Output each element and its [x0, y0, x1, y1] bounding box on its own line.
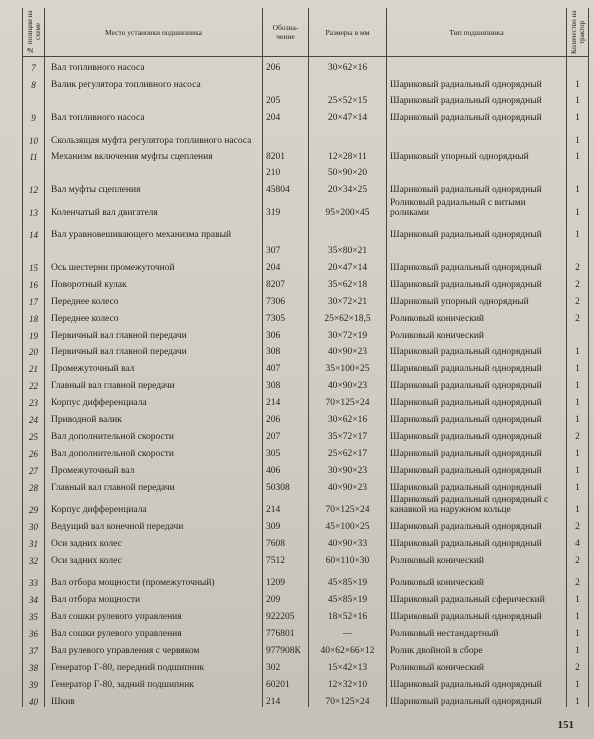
table-row — [23, 341, 589, 358]
bearing-code: 214 — [263, 690, 309, 707]
bearing-size: 95×200×45 — [309, 195, 387, 218]
bearing-size: 35×72×17 — [309, 425, 387, 442]
table-row — [23, 566, 589, 589]
bearing-type: Ролик двойной в сборе — [387, 639, 567, 656]
bearing-type: Роликовый радиальный с витыми роликами — [387, 195, 567, 218]
bearing-code: 1209 — [263, 566, 309, 589]
bearing-code: 210 — [263, 162, 309, 178]
bearing-quantity: 2 — [567, 656, 589, 673]
bearing-location — [45, 90, 263, 106]
row-number — [23, 90, 45, 106]
row-number: 8 — [23, 73, 45, 90]
row-number: 14 — [23, 218, 45, 241]
bearing-code — [263, 123, 309, 146]
row-number: 39 — [23, 673, 45, 690]
bearing-type: Шариковый радиальный однорядный — [387, 106, 567, 123]
row-number: 21 — [23, 357, 45, 374]
bearing-location — [45, 162, 263, 178]
table-row — [23, 218, 589, 241]
bearing-code: 206 — [263, 57, 309, 74]
bearing-code: 7512 — [263, 549, 309, 566]
header-size: Размеры в мм — [309, 8, 387, 57]
bearing-size: 35×62×18 — [309, 273, 387, 290]
row-number: 28 — [23, 476, 45, 493]
table-row — [23, 290, 589, 307]
bearing-type — [387, 162, 567, 178]
bearing-type: Шариковый радиальный однорядный — [387, 459, 567, 476]
bearing-quantity: 2 — [567, 290, 589, 307]
bearing-size: 70×125×24 — [309, 690, 387, 707]
bearing-code: 7608 — [263, 532, 309, 549]
bearing-quantity: 1 — [567, 90, 589, 106]
bearing-quantity: 1 — [567, 146, 589, 163]
bearing-size: 35×100×25 — [309, 357, 387, 374]
bearing-code: 406 — [263, 459, 309, 476]
bearing-quantity: 1 — [567, 341, 589, 358]
table-row — [23, 656, 589, 673]
table-row — [23, 515, 589, 532]
table-row — [23, 673, 589, 690]
bearing-quantity: 2 — [567, 273, 589, 290]
bearing-type: Шариковый радиальный однорядный — [387, 90, 567, 106]
bearing-type: Шариковый радиальный однорядный — [387, 605, 567, 622]
table-row — [23, 57, 589, 74]
bearing-code: 206 — [263, 408, 309, 425]
row-number: 18 — [23, 307, 45, 324]
bearing-code: 7305 — [263, 307, 309, 324]
bearing-code: 776801 — [263, 622, 309, 639]
bearing-code: 8207 — [263, 273, 309, 290]
bearing-quantity: 1 — [567, 476, 589, 493]
bearing-quantity: 1 — [567, 690, 589, 707]
bearing-code: 308 — [263, 341, 309, 358]
table-row — [23, 123, 589, 146]
bearing-size — [309, 218, 387, 241]
bearing-code — [263, 73, 309, 90]
row-number: 16 — [23, 273, 45, 290]
bearing-quantity: 1 — [567, 639, 589, 656]
bearing-size: 30×62×16 — [309, 408, 387, 425]
bearing-size: 70×125×24 — [309, 493, 387, 516]
bearing-quantity — [567, 162, 589, 178]
bearing-type: Шариковый радиальный однорядный — [387, 341, 567, 358]
row-number: 34 — [23, 588, 45, 605]
bearing-location: Вал муфты сцепления — [45, 178, 263, 195]
bearing-type — [387, 240, 567, 256]
table-row — [23, 374, 589, 391]
bearing-code: 45804 — [263, 178, 309, 195]
table-row — [23, 639, 589, 656]
bearing-location: Первичный вал главной передачи — [45, 324, 263, 341]
bearing-code: 407 — [263, 357, 309, 374]
row-number: 31 — [23, 532, 45, 549]
row-number: 35 — [23, 605, 45, 622]
bearing-type: Шариковый упорный однорядный — [387, 146, 567, 163]
bearing-code: 307 — [263, 240, 309, 256]
bearing-quantity: 1 — [567, 408, 589, 425]
row-number: 13 — [23, 195, 45, 218]
bearing-type: Шариковый упорный однорядный — [387, 290, 567, 307]
bearing-code: 204 — [263, 106, 309, 123]
bearing-code: 308 — [263, 374, 309, 391]
bearing-code: 922205 — [263, 605, 309, 622]
row-number: 37 — [23, 639, 45, 656]
bearing-quantity: 1 — [567, 622, 589, 639]
bearing-size: 70×125×24 — [309, 391, 387, 408]
bearing-location: Вал уравновешивающего механизма правый — [45, 218, 263, 241]
bearing-type: Шариковый радиальный однорядный с канавкой на наружном кольце — [387, 493, 567, 516]
table-row — [23, 195, 589, 218]
bearing-size: 15×42×13 — [309, 656, 387, 673]
bearing-location: Вал топливного насоса — [45, 106, 263, 123]
bearing-type: Шариковый радиальный однорядный — [387, 532, 567, 549]
bearing-quantity: 1 — [567, 73, 589, 90]
bearing-quantity: 1 — [567, 605, 589, 622]
table-row — [23, 178, 589, 195]
row-number: 40 — [23, 690, 45, 707]
bearing-code: 204 — [263, 256, 309, 273]
row-number: 22 — [23, 374, 45, 391]
bearing-location: Вал дополнительной скорости — [45, 442, 263, 459]
bearing-quantity: 2 — [567, 256, 589, 273]
bearing-location: Вал отбора мощности — [45, 588, 263, 605]
row-number — [23, 162, 45, 178]
table-row — [23, 273, 589, 290]
bearing-type: Шариковый радиальный однорядный — [387, 391, 567, 408]
bearing-code: 50308 — [263, 476, 309, 493]
bearing-location: Корпус дифференциала — [45, 391, 263, 408]
bearing-type: Шариковый радиальный однорядный — [387, 256, 567, 273]
bearing-type — [387, 57, 567, 74]
bearing-size: 45×85×19 — [309, 566, 387, 589]
bearing-size: 30×72×19 — [309, 324, 387, 341]
bearing-location: Ведущий вал конечной передачи — [45, 515, 263, 532]
bearing-type: Шариковый радиальный сферический — [387, 588, 567, 605]
bearing-location: Вал топливного насоса — [45, 57, 263, 74]
bearing-type: Шариковый радиальный однорядный — [387, 73, 567, 90]
table-row — [23, 240, 589, 256]
table-row — [23, 605, 589, 622]
bearing-code: 305 — [263, 442, 309, 459]
bearing-size: 35×80×21 — [309, 240, 387, 256]
bearing-location: Коленчатый вал двигателя — [45, 195, 263, 218]
bearing-code: 7306 — [263, 290, 309, 307]
table-row — [23, 73, 589, 90]
bearing-code — [263, 218, 309, 241]
bearing-location: Скользящая муфта регулятора топливного насоса — [45, 123, 263, 146]
row-number: 33 — [23, 566, 45, 589]
bearing-quantity: 1 — [567, 357, 589, 374]
bearing-quantity: 4 — [567, 532, 589, 549]
table-row — [23, 493, 589, 516]
bearing-location: Механизм включения муфты сцепления — [45, 146, 263, 163]
bearing-type: Шариковый радиальный однорядный — [387, 273, 567, 290]
table-row — [23, 408, 589, 425]
bearing-type: Шариковый радиальный однорядный — [387, 408, 567, 425]
bearing-quantity: 1 — [567, 391, 589, 408]
table-row — [23, 549, 589, 566]
bearing-location: Первичный вал главной передачи — [45, 341, 263, 358]
header-place: Место установки подшипника — [45, 8, 263, 57]
bearing-size: 45×100×25 — [309, 515, 387, 532]
table-row — [23, 622, 589, 639]
bearing-size: 20×47×14 — [309, 256, 387, 273]
bearing-code: 319 — [263, 195, 309, 218]
row-number: 32 — [23, 549, 45, 566]
table-row — [23, 442, 589, 459]
row-number: 11 — [23, 146, 45, 163]
row-number: 36 — [23, 622, 45, 639]
table-row — [23, 690, 589, 707]
row-number: 38 — [23, 656, 45, 673]
bearing-quantity: 1 — [567, 673, 589, 690]
table-row — [23, 146, 589, 163]
bearing-location: Корпус дифференциала — [45, 493, 263, 516]
bearing-size: 45×85×19 — [309, 588, 387, 605]
row-number: 27 — [23, 459, 45, 476]
table-row — [23, 162, 589, 178]
bearing-size: 50×90×20 — [309, 162, 387, 178]
bearing-type: Шариковый радиальный однорядный — [387, 178, 567, 195]
row-number — [23, 240, 45, 256]
bearing-code: 8201 — [263, 146, 309, 163]
bearing-quantity — [567, 57, 589, 74]
bearing-type: Шариковый радиальный однорядный — [387, 690, 567, 707]
bearing-location: Валик регулятора топливного насоса — [45, 73, 263, 90]
bearing-quantity: 1 — [567, 178, 589, 195]
bearing-size — [309, 123, 387, 146]
bearing-location: Вал отбора мощности (промежуточный) — [45, 566, 263, 589]
bearing-type: Шариковый радиальный однорядный — [387, 425, 567, 442]
table-row — [23, 459, 589, 476]
row-number: 23 — [23, 391, 45, 408]
bearing-quantity: 2 — [567, 549, 589, 566]
row-number: 19 — [23, 324, 45, 341]
bearing-location: Промежуточный вал — [45, 357, 263, 374]
bearing-quantity: 1 — [567, 106, 589, 123]
bearing-type: Шариковый радиальный однорядный — [387, 515, 567, 532]
bearing-size: 30×90×23 — [309, 459, 387, 476]
bearing-type: Шариковый радиальный однорядный — [387, 673, 567, 690]
bearing-quantity: 1 — [567, 588, 589, 605]
bearing-location: Переднее колесо — [45, 307, 263, 324]
row-number: 17 — [23, 290, 45, 307]
bearing-type: Роликовый конический — [387, 566, 567, 589]
bearing-code: 309 — [263, 515, 309, 532]
header-qty: Количество на трактор — [567, 8, 589, 57]
bearing-quantity: 1 — [567, 459, 589, 476]
row-number: 10 — [23, 123, 45, 146]
bearing-code: 60201 — [263, 673, 309, 690]
bearing-code: 302 — [263, 656, 309, 673]
bearing-location: Ось шестерни промежуточной — [45, 256, 263, 273]
bearing-size: 40×90×33 — [309, 532, 387, 549]
bearing-location: Вал дополнительной скорости — [45, 425, 263, 442]
bearing-size: 25×62×18,5 — [309, 307, 387, 324]
bearing-type: Роликовый конический — [387, 549, 567, 566]
row-number: 20 — [23, 341, 45, 358]
bearing-code: 214 — [263, 391, 309, 408]
bearing-size: 20×47×14 — [309, 106, 387, 123]
header-type: Тип подшипника — [387, 8, 567, 57]
table-row — [23, 391, 589, 408]
bearing-quantity: 2 — [567, 307, 589, 324]
bearing-size: 25×62×17 — [309, 442, 387, 459]
bearing-quantity: 1 — [567, 218, 589, 241]
bearing-location: Шкив — [45, 690, 263, 707]
bearing-quantity: 1 — [567, 123, 589, 146]
row-number: 30 — [23, 515, 45, 532]
bearing-type: Шариковый радиальный однорядный — [387, 442, 567, 459]
bearing-location: Генератор Г-80, задний подшипник — [45, 673, 263, 690]
bearing-table — [22, 8, 589, 707]
bearing-location: Промежуточный вал — [45, 459, 263, 476]
bearing-type: Шариковый радиальный однорядный — [387, 476, 567, 493]
bearing-quantity: 2 — [567, 515, 589, 532]
bearing-code: 209 — [263, 588, 309, 605]
bearing-quantity: 2 — [567, 566, 589, 589]
row-number: 7 — [23, 57, 45, 74]
bearing-size: 20×34×25 — [309, 178, 387, 195]
row-number: 9 — [23, 106, 45, 123]
bearing-location: Главный вал главной передачи — [45, 374, 263, 391]
header-num: № позиции на схеме — [23, 8, 45, 57]
table-row — [23, 307, 589, 324]
bearing-size: 30×72×21 — [309, 290, 387, 307]
bearing-code: 214 — [263, 493, 309, 516]
bearing-size: 40×90×23 — [309, 374, 387, 391]
row-number: 29 — [23, 493, 45, 516]
table-row — [23, 532, 589, 549]
row-number: 12 — [23, 178, 45, 195]
bearing-type: Шариковый радиальный однорядный — [387, 357, 567, 374]
bearing-location — [45, 240, 263, 256]
bearing-type: Роликовый нестандартный — [387, 622, 567, 639]
table-row — [23, 90, 589, 106]
bearing-size: 40×90×23 — [309, 341, 387, 358]
bearing-quantity — [567, 324, 589, 341]
row-number: 26 — [23, 442, 45, 459]
row-number: 15 — [23, 256, 45, 273]
bearing-code: 207 — [263, 425, 309, 442]
table-row — [23, 588, 589, 605]
table-row — [23, 256, 589, 273]
table-row — [23, 425, 589, 442]
bearing-quantity: 1 — [567, 493, 589, 516]
bearing-type — [387, 123, 567, 146]
bearing-location: Оси задних колес — [45, 549, 263, 566]
bearing-type: Роликовый конический — [387, 324, 567, 341]
bearing-size: 40×90×23 — [309, 476, 387, 493]
bearing-code: 306 — [263, 324, 309, 341]
bearing-size: 12×32×10 — [309, 673, 387, 690]
bearing-location: Оси задних колес — [45, 532, 263, 549]
bearing-quantity: 1 — [567, 195, 589, 218]
bearing-size: 25×52×15 — [309, 90, 387, 106]
bearing-size: 30×62×16 — [309, 57, 387, 74]
bearing-code: 205 — [263, 90, 309, 106]
bearing-quantity: 1 — [567, 442, 589, 459]
table-row — [23, 357, 589, 374]
bearing-location: Приводной валик — [45, 408, 263, 425]
bearing-type: Шариковый радиальный однорядный — [387, 374, 567, 391]
page-number: 151 — [557, 719, 574, 731]
bearing-code: 977908К — [263, 639, 309, 656]
table-header — [23, 8, 589, 57]
bearing-quantity — [567, 240, 589, 256]
bearing-location: Вал сошки рулевого управления — [45, 605, 263, 622]
bearing-quantity: 2 — [567, 425, 589, 442]
bearing-location: Вал рулевого управления с червяком — [45, 639, 263, 656]
bearing-size — [309, 73, 387, 90]
bearing-type: Роликовый конический — [387, 307, 567, 324]
table-row — [23, 476, 589, 493]
bearing-size: 12×28×11 — [309, 146, 387, 163]
bearing-quantity: 1 — [567, 374, 589, 391]
bearing-size: 40×62×66×12 — [309, 639, 387, 656]
bearing-type: Шариковый радиальный однорядный — [387, 218, 567, 241]
row-number: 24 — [23, 408, 45, 425]
header-code: Обозна-чение — [263, 8, 309, 57]
bearing-type: Роликовый конический — [387, 656, 567, 673]
bearing-size: 60×110×30 — [309, 549, 387, 566]
bearing-location: Генератор Г-80, передний подшипник — [45, 656, 263, 673]
bearing-location: Главный вал главной передачи — [45, 476, 263, 493]
bearing-location: Вал сошки рулевого управления — [45, 622, 263, 639]
bearing-location: Переднее колесо — [45, 290, 263, 307]
row-number: 25 — [23, 425, 45, 442]
bearing-location: Поворотный кулак — [45, 273, 263, 290]
table-row — [23, 324, 589, 341]
bearing-size: 18×52×16 — [309, 605, 387, 622]
bearing-size: — — [309, 622, 387, 639]
table-row — [23, 106, 589, 123]
